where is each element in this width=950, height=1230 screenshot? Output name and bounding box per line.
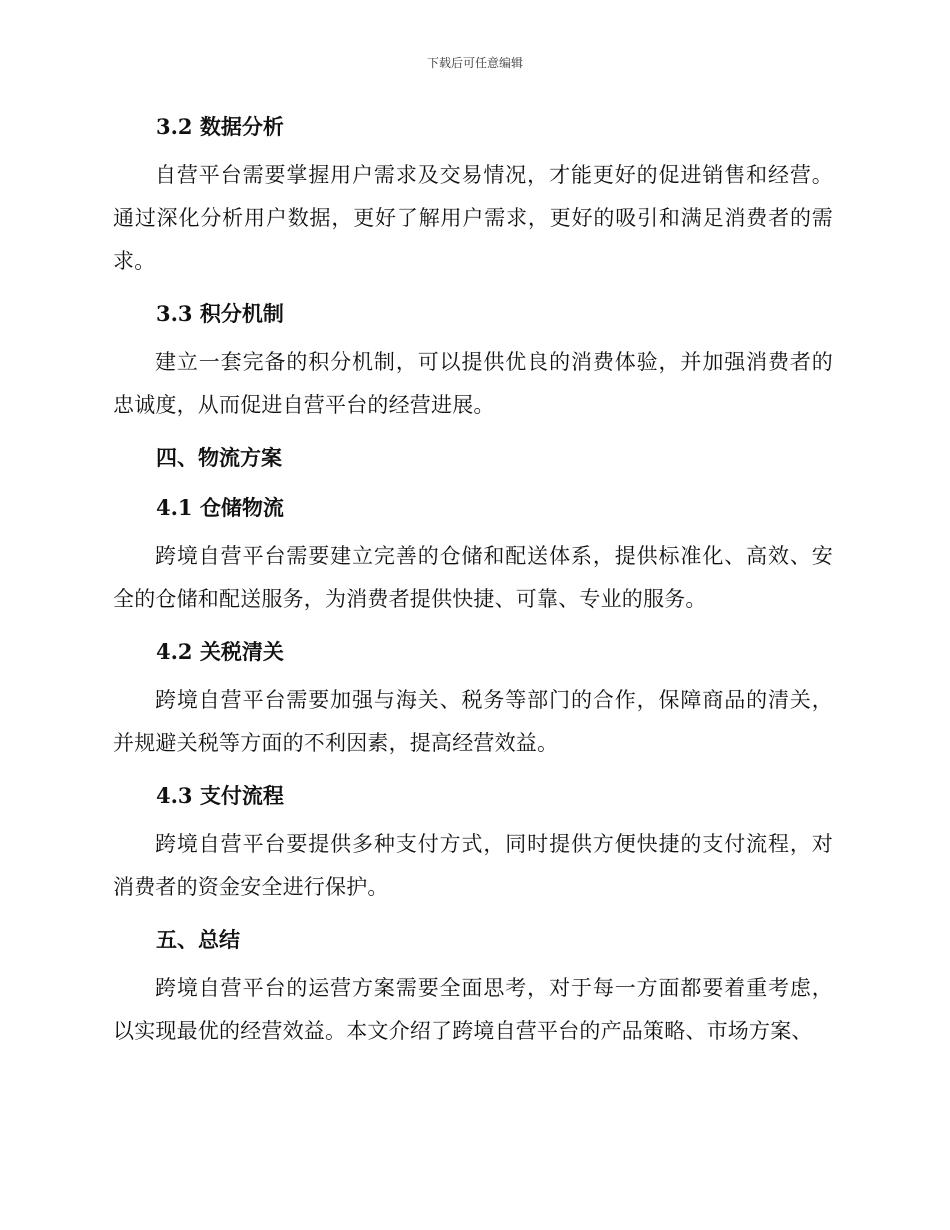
paragraph-data-analysis: 自营平台需要掌握用户需求及交易情况，才能更好的促进销售和经营。通过深化分析用户数据，更好了解用户需求，更好的吸引和满足消费者的需求。 <box>113 163 833 273</box>
paragraph-customs: 跨境自营平台需要加强与海关、税务等部门的合作，保障商品的清关，并规避关税等方面的不利因素，提高经营效益。 <box>113 688 833 755</box>
section-heading-4-3: 4.3 支付流程 <box>156 783 284 808</box>
page-header-note: 下载后可任意编辑 <box>426 56 523 70</box>
paragraph-payment: 跨境自营平台要提供多种支付方式，同时提供方便快捷的支付流程，对消费者的资金安全进行保护。 <box>113 832 833 899</box>
section-heading-3-2: 3.2 数据分析 <box>156 114 284 139</box>
section-heading-3-3: 3.3 积分机制 <box>156 301 284 326</box>
chapter-heading-logistics: 四、物流方案 <box>156 445 282 470</box>
section-heading-4-2: 4.2 关税清关 <box>156 639 284 664</box>
chapter-heading-summary: 五、总结 <box>156 927 240 952</box>
paragraph-summary: 跨境自营平台的运营方案需要全面思考，对于每一方面都要着重考虑，以实现最优的经营效益。本文介绍了跨境自营平台的产品策略、市场方案、 <box>113 976 833 1043</box>
paragraph-warehousing: 跨境自营平台需要建立完善的仓储和配送体系，提供标准化、高效、安全的仓储和配送服务，为消费者提供快捷、可靠、专业的服务。 <box>113 544 833 611</box>
section-heading-4-1: 4.1 仓储物流 <box>156 495 284 520</box>
paragraph-points-mechanism: 建立一套完备的积分机制，可以提供优良的消费体验，并加强消费者的忠诚度，从而促进自营平台的经营进展。 <box>113 350 833 417</box>
document-body <box>113 108 833 1053</box>
